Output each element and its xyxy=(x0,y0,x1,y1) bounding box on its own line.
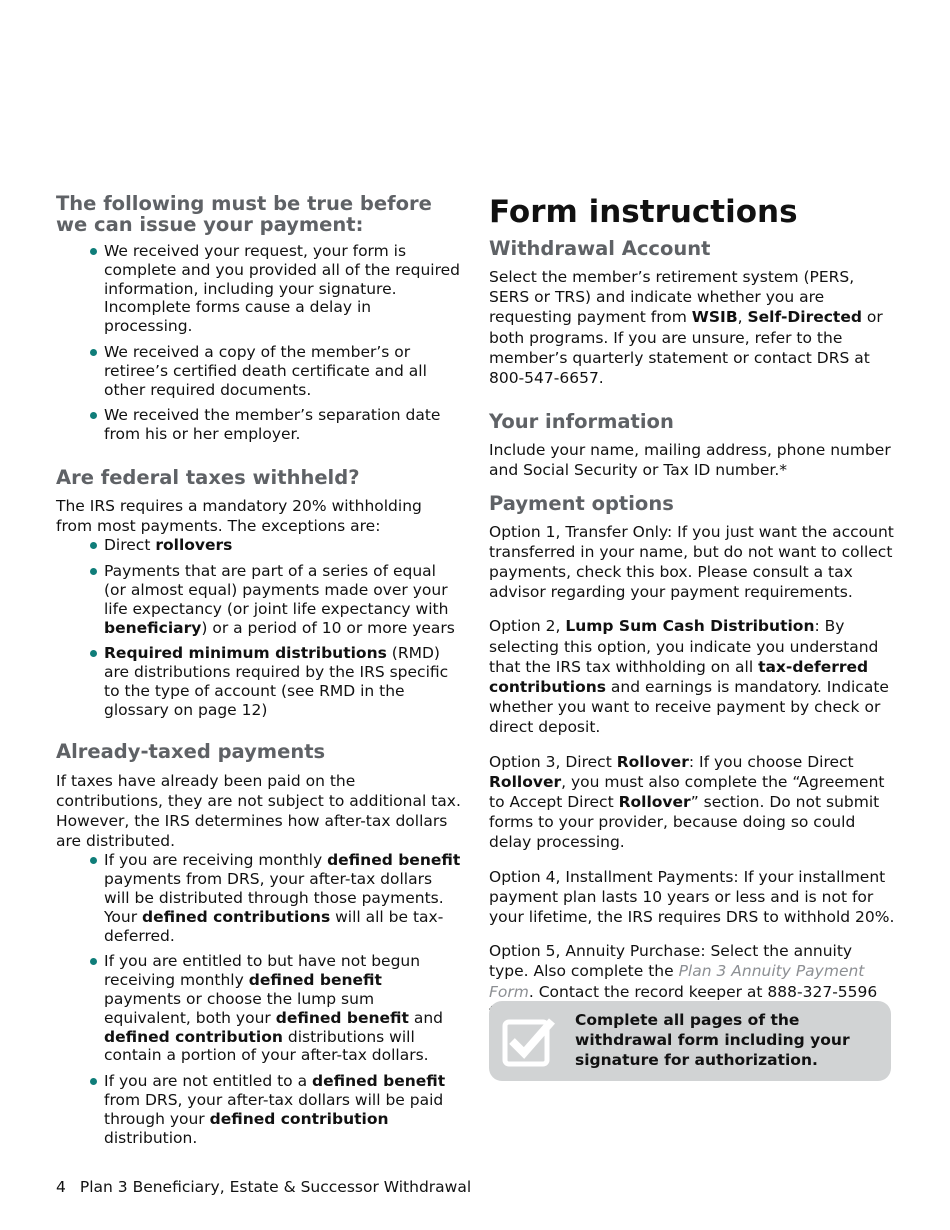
your-information-text: Include your name, mailing address, phone number and Social Security or Tax ID number.* xyxy=(489,441,891,480)
checkbox-check-icon xyxy=(502,1015,557,1067)
page-number: 4 xyxy=(56,1178,66,1196)
list-item: If you are receiving monthly defined benefit payments from DRS, your after-tax dollars will be distributed through those payments. Your defined contributions will all be tax-deferred. xyxy=(104,851,461,945)
already-taxed-intro: If taxes have already been paid on the contributions, they are not subject to additional tax. However, the IRS determines how after-tax dollars are distributed. xyxy=(56,771,461,851)
list-item: If you are entitled to but have not begun receiving monthly defined benefit payments or choose the lump sum equivalent, both your defined benefit and defined contribution distributions will contain a portion of your after-tax dollars. xyxy=(104,952,462,1065)
list-item: We received your request, your form is complete and you provided all of the required information, including your signature. Incomplete forms cause a delay in processing. xyxy=(104,242,461,336)
requirements-heading: The following must be true before we can issue your payment: xyxy=(56,192,432,236)
signature-callout xyxy=(489,1001,891,1081)
list-item: Required minimum distributions (RMD) are distributions required by the IRS specific to the type of account (see RMD in the glossary on page 12) xyxy=(104,644,462,719)
option-3-text: Option 3, Direct Rollover: If you choose Direct Rollover, you must also complete the “Agreement to Accept Direct Rollover” section. Do not submit forms to your provider, because doing so could delay processing. xyxy=(489,752,885,852)
right-column xyxy=(489,193,895,1022)
withdrawal-account-text: Select the member’s retirement system (PERS, SERS or TRS) and indicate whether you are requesting payment from WSIB, Self-Directed or both programs. If you are unsure, refer to the member’s quarterly statement or contact DRS at 800-547-6657. xyxy=(489,268,883,388)
left-column xyxy=(56,193,462,1147)
federal-taxes-heading: Are federal taxes withheld? xyxy=(56,465,360,489)
list-item: Direct rollovers xyxy=(104,536,462,555)
requirements-list xyxy=(56,242,462,444)
option-2-text: Option 2, Lump Sum Cash Distribution: By selecting this option, you indicate you understand that the IRS tax withholding on all tax-deferred contributions and earnings is mandatory. Indicate whether you want to receive payment by check or direct deposit. xyxy=(489,617,889,737)
annuity-form-link[interactable]: Plan 3 Annuity Payment Form xyxy=(489,962,865,1001)
callout-text: Complete all pages of the withdrawal form including your signature for authorization. xyxy=(575,1011,850,1070)
already-taxed-heading: Already-taxed payments xyxy=(56,739,326,763)
your-information-heading: Your information xyxy=(489,410,674,434)
option-1-text: Option 1, Transfer Only: If you just want the account transferred in your name, but do not want to collect payments, check this box. Please consult a tax advisor regarding your payment requirements. xyxy=(489,522,894,602)
after-tax-list xyxy=(56,851,462,1147)
payment-options-heading: Payment options xyxy=(489,491,674,515)
exceptions-list xyxy=(56,536,462,719)
page-title: Form instructions xyxy=(489,194,798,230)
page-footer xyxy=(56,1177,471,1197)
option-4-text: Option 4, Installment Payments: If your installment payment plan lasts 10 years or less and is not for your lifetime, the IRS requires DRS to withhold 20%. xyxy=(489,867,895,927)
withdrawal-account-heading: Withdrawal Account xyxy=(489,237,711,260)
federal-taxes-intro: The IRS requires a mandatory 20% withholding from most payments. The exceptions are: xyxy=(56,496,422,536)
list-item: Payments that are part of a series of equal (or almost equal) payments made over your life expectancy (or joint life expectancy with beneficiary) or a period of 10 or more years xyxy=(104,562,462,637)
list-item: We received a copy of the member’s or retiree’s certified death certificate and all other required documents. xyxy=(104,343,462,399)
list-item: We received the member’s separation date from his or her employer. xyxy=(104,406,462,444)
document-title: Plan 3 Beneficiary, Estate & Successor Withdrawal xyxy=(79,1178,472,1196)
option-5-text: Option 5, Annuity Purchase: Select the annuity type. Also complete the Plan 3 Annuity Payment Form. Contact the record keeper at 888-327-5596 xyxy=(489,942,878,1001)
list-item: If you are not entitled to a defined benefit from DRS, your after-tax dollars will be paid through your defined contribution distribution. xyxy=(104,1072,462,1147)
